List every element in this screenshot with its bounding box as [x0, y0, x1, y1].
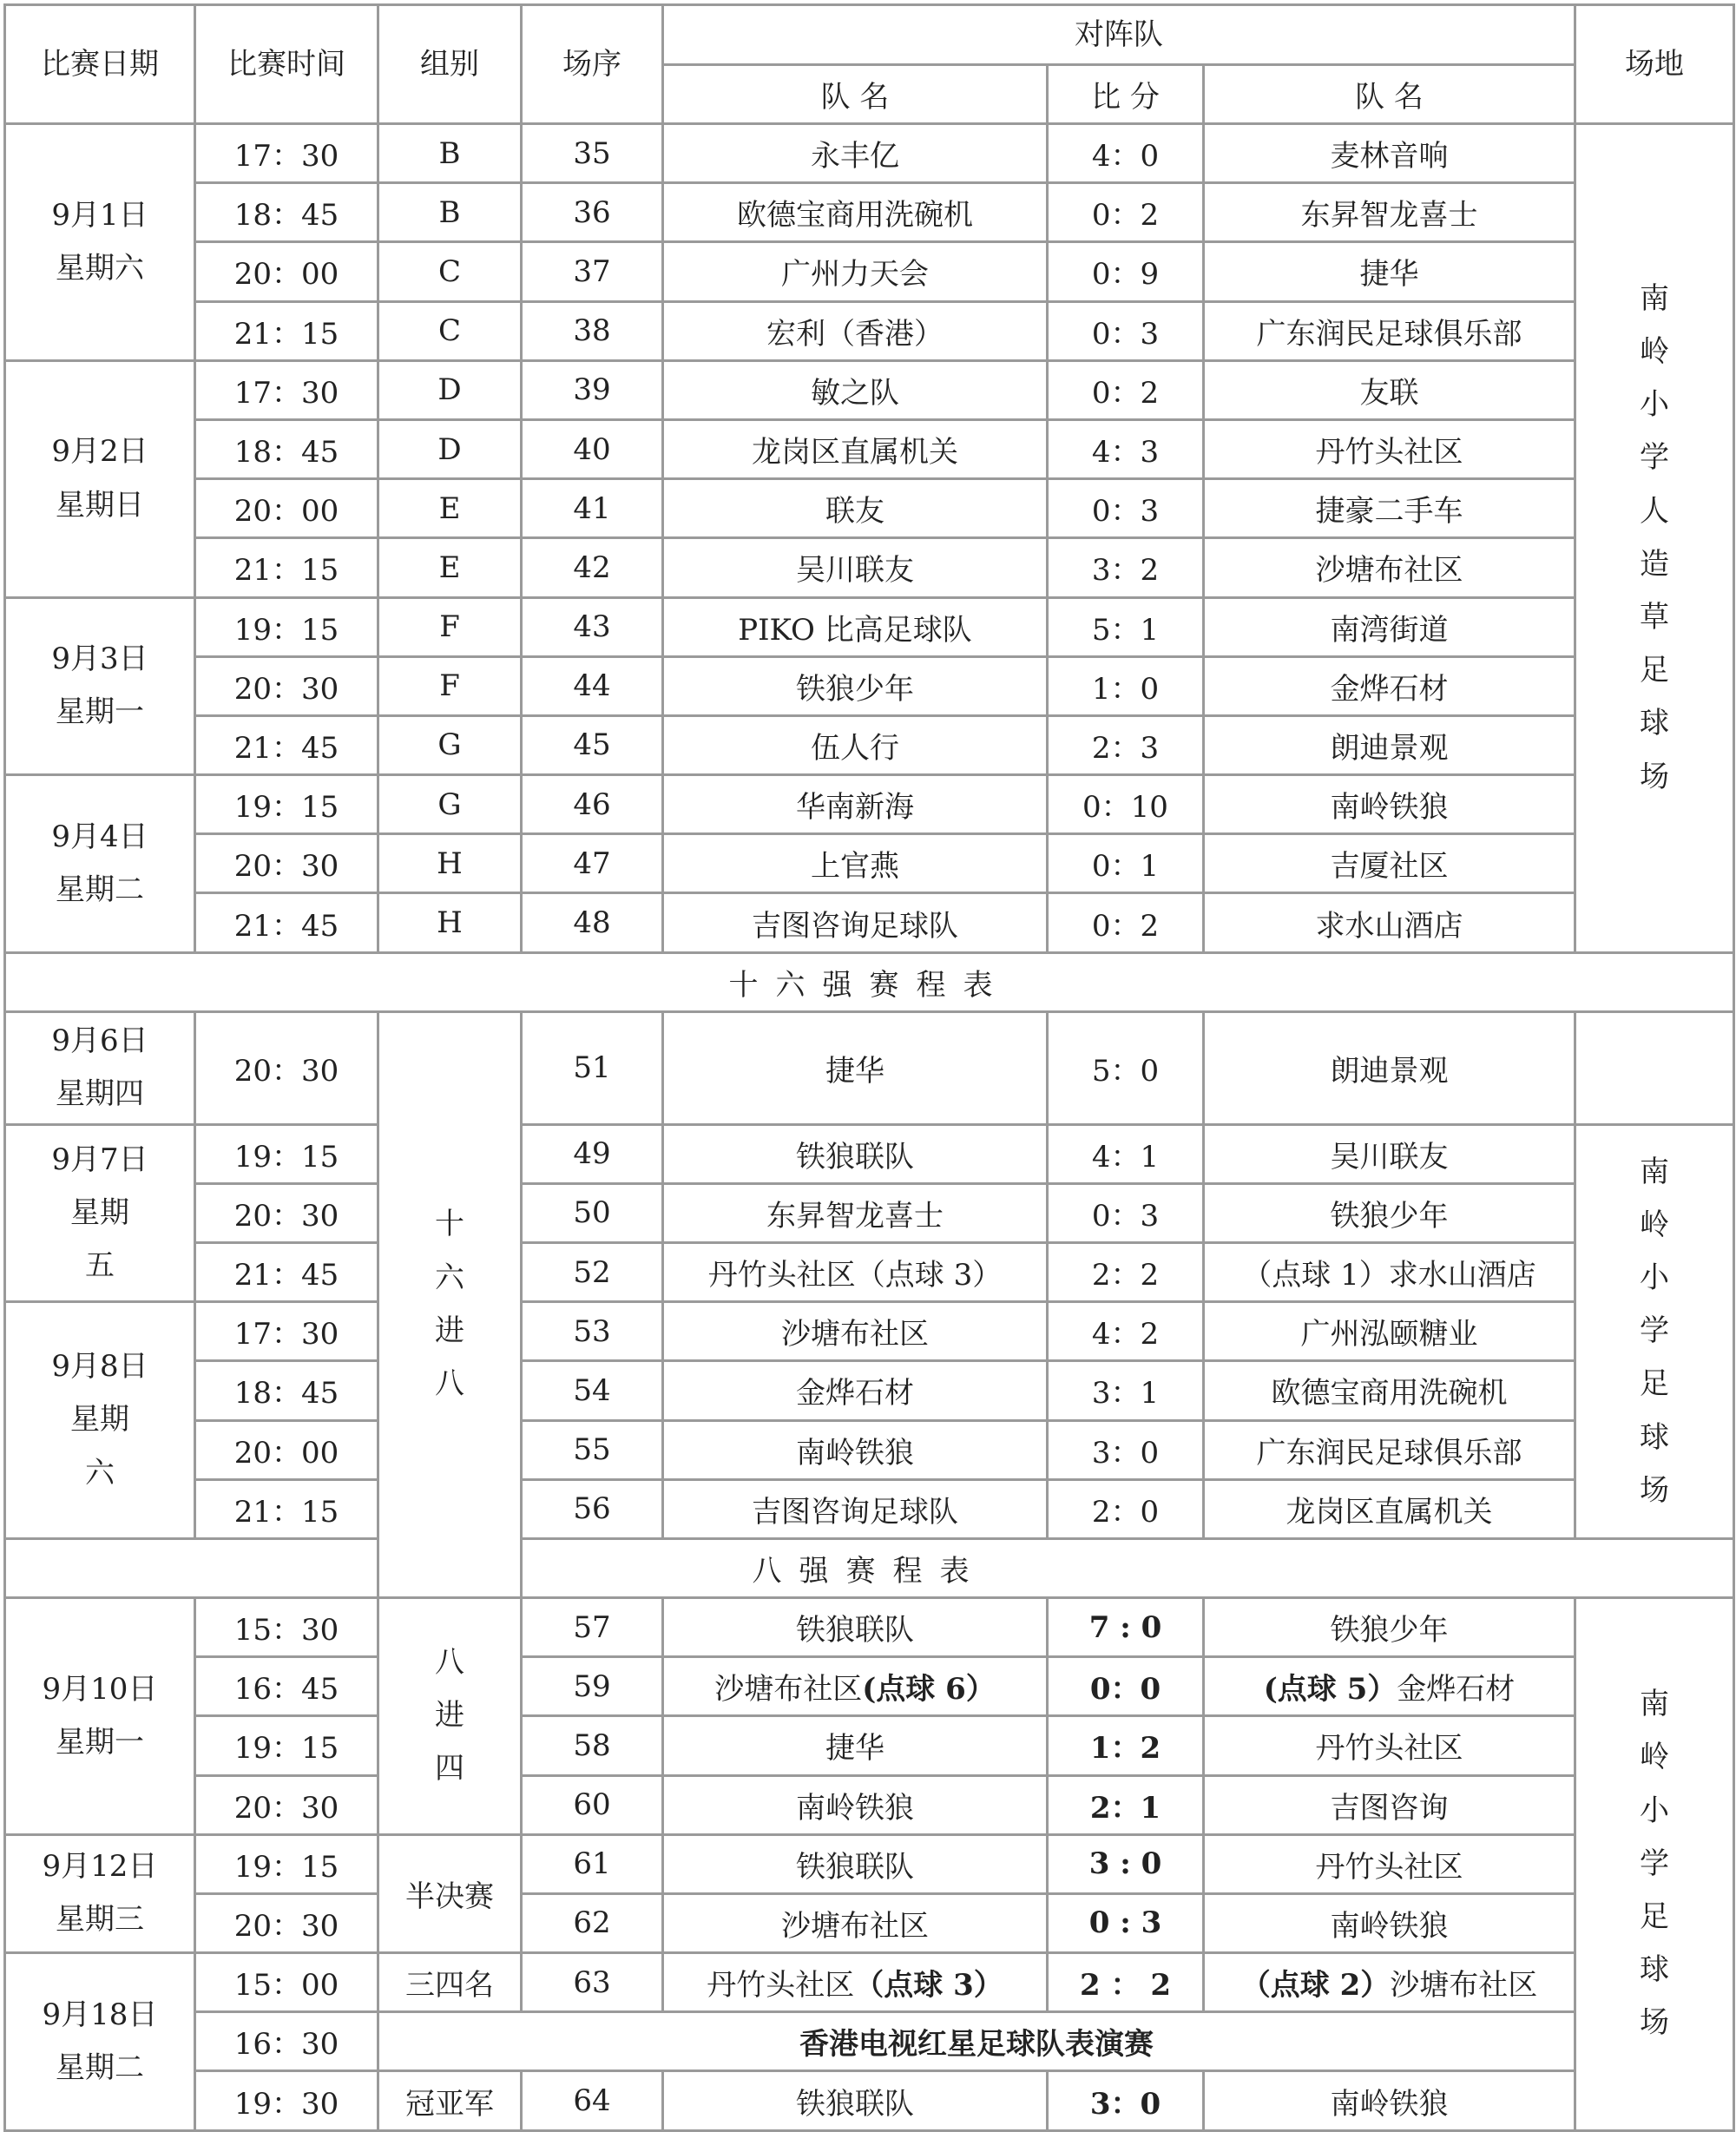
- team-b-name: 金烨石材: [1397, 1672, 1516, 1708]
- section-title: 八强赛程表: [5, 1538, 1734, 1597]
- match-number: 50: [522, 1183, 663, 1242]
- match-number: 39: [522, 360, 663, 419]
- team-a: 欧德宝商用洗碗机: [663, 183, 1048, 242]
- match-group: F: [378, 656, 522, 715]
- score: 0：9: [1048, 242, 1204, 301]
- match-time: 19：15: [195, 1834, 378, 1893]
- match-number: 51: [522, 1011, 663, 1124]
- match-group: G: [378, 775, 522, 834]
- match-number: 63: [522, 1953, 663, 2012]
- team-a: 丹竹头社区（点球 3）: [663, 1243, 1048, 1302]
- match-group: B: [378, 183, 522, 242]
- match-date: [5, 1597, 195, 1834]
- team-a: 铁狼联队: [663, 1834, 1048, 1893]
- stage-label: [378, 1011, 522, 1597]
- match-time: 19：15: [195, 1124, 378, 1183]
- date-text: 9月12日: [42, 1849, 158, 1885]
- weekday-text: 星期三: [56, 1902, 144, 1938]
- score: 0：2: [1048, 183, 1204, 242]
- team-b: 金烨石材: [1204, 656, 1575, 715]
- table-row: [5, 1183, 1734, 1242]
- score: 0：10: [1048, 775, 1204, 834]
- match-group: D: [378, 419, 522, 478]
- match-group: H: [378, 893, 522, 952]
- match-number: 45: [522, 715, 663, 774]
- score: 0：3: [1048, 1183, 1204, 1242]
- score: 7 : 0: [1048, 1597, 1204, 1656]
- weekday-text: 星期一: [56, 694, 144, 730]
- team-b: 南湾街道: [1204, 597, 1575, 656]
- table-row: [5, 1243, 1734, 1302]
- match-number: 43: [522, 597, 663, 656]
- venue-char: 球: [1640, 1952, 1669, 1988]
- match-number: 57: [522, 1597, 663, 1656]
- team-a: 东昇智龙喜士: [663, 1183, 1048, 1242]
- date-line: 五: [85, 1248, 115, 1283]
- weekday-text: 星期二: [56, 872, 144, 907]
- match-time: 20：00: [195, 479, 378, 538]
- score: 3：2: [1048, 538, 1204, 597]
- score: 5：1: [1048, 597, 1204, 656]
- team-b: 丹竹头社区: [1204, 1834, 1575, 1893]
- match-date: [5, 1834, 195, 1952]
- team-a: 联友: [663, 479, 1048, 538]
- match-time: 17：30: [195, 124, 378, 183]
- match-time: 20：30: [195, 1893, 378, 1952]
- team-b: [1204, 1597, 1575, 1656]
- score: 2 ： 2: [1048, 1953, 1204, 2012]
- match-time: 20：30: [195, 1183, 378, 1242]
- team-a: 铁狼联队: [663, 1124, 1048, 1183]
- weekday-text: 星期日: [56, 487, 144, 523]
- venue-char: 岭: [1640, 334, 1669, 370]
- match-number: 37: [522, 242, 663, 301]
- match-time: 21：15: [195, 538, 378, 597]
- venue-char: 足: [1640, 1898, 1669, 1934]
- match-time: 20：30: [195, 834, 378, 893]
- team-a: 敏之队: [663, 360, 1048, 419]
- team-b-name: 沙塘布社区: [1390, 1968, 1538, 2004]
- match-time: 17：30: [195, 1302, 378, 1361]
- venue-empty: [1575, 1011, 1734, 1124]
- date-line: 9月8日: [51, 1349, 148, 1385]
- venue-char: 南: [1640, 1154, 1669, 1189]
- team-a: [663, 1657, 1048, 1716]
- date-text: 9月18日: [42, 1997, 158, 2032]
- stage-label: 冠亚军: [378, 2071, 522, 2130]
- match-time: 16：30: [195, 2012, 378, 2071]
- match-time: 19：15: [195, 775, 378, 834]
- table-row: [5, 5, 1734, 65]
- score: 3 : 0: [1048, 1834, 1204, 1893]
- header-group: 组别: [378, 5, 522, 124]
- exhibition-match: 香港电视红星足球队表演赛: [378, 2012, 1575, 2071]
- venue-char: 场: [1640, 2005, 1669, 2041]
- team-b-name: 铁狼少年: [1330, 1613, 1449, 1648]
- match-number: 59: [522, 1657, 663, 1716]
- table-row: [5, 242, 1734, 301]
- table-row: [5, 1657, 1734, 1716]
- weekday-text: 星期四: [56, 1076, 144, 1112]
- match-time: 21：45: [195, 715, 378, 774]
- table-row: [5, 2071, 1734, 2130]
- match-time: 20：30: [195, 1011, 378, 1124]
- score: 2：3: [1048, 715, 1204, 774]
- penalty-note: (点球 6）: [862, 1672, 996, 1708]
- match-number: 62: [522, 1893, 663, 1952]
- stage-label: 半决赛: [378, 1834, 522, 1952]
- team-a: 华南新海: [663, 775, 1048, 834]
- match-time: 15：00: [195, 1953, 378, 2012]
- match-date: [5, 1302, 195, 1539]
- team-b: 捷豪二手车: [1204, 479, 1575, 538]
- table-row: [5, 2012, 1734, 2071]
- match-group: E: [378, 479, 522, 538]
- date-text: 9月2日: [51, 434, 148, 470]
- match-time: 17：30: [195, 360, 378, 419]
- match-time: 21：45: [195, 1243, 378, 1302]
- match-group: G: [378, 715, 522, 774]
- table-row: [5, 360, 1734, 419]
- match-time: 19：15: [195, 597, 378, 656]
- match-date: [5, 1011, 195, 1124]
- header-matchup: 对阵队: [663, 5, 1575, 65]
- weekday-text: 星期六: [56, 250, 144, 286]
- score: 3：0: [1048, 2071, 1204, 2130]
- match-number: 49: [522, 1124, 663, 1183]
- match-number: 58: [522, 1716, 663, 1775]
- table-row: [5, 1361, 1734, 1420]
- stage-label: 三四名: [378, 1953, 522, 2012]
- header-time: 比赛时间: [195, 5, 378, 124]
- match-number: 48: [522, 893, 663, 952]
- section-title: 十六强赛程表: [5, 952, 1734, 1011]
- team-a: 宏利（香港）: [663, 301, 1048, 360]
- team-a: [663, 1597, 1048, 1656]
- date-text: 9月4日: [51, 819, 148, 854]
- match-time: 20：30: [195, 656, 378, 715]
- match-time: 19：15: [195, 1716, 378, 1775]
- stage-label-char: 四: [435, 1751, 464, 1787]
- match-group: B: [378, 124, 522, 183]
- score: 0：3: [1048, 479, 1204, 538]
- table-row: [5, 1834, 1734, 1893]
- team-b: 南岭铁狼: [1204, 775, 1575, 834]
- match-number: 42: [522, 538, 663, 597]
- team-a: 吉图咨询足球队: [663, 893, 1048, 952]
- team-a: 捷华: [663, 1011, 1048, 1124]
- table-row: [5, 715, 1734, 774]
- match-time: 21：15: [195, 301, 378, 360]
- stage-label-char: 八: [435, 1645, 464, 1681]
- team-a: [663, 1953, 1048, 2012]
- table-row: [5, 419, 1734, 478]
- team-b: 朗迪景观: [1204, 1011, 1575, 1124]
- venue-char: 造: [1640, 546, 1669, 582]
- team-a: 吉图咨询足球队: [663, 1479, 1048, 1538]
- match-number: 36: [522, 183, 663, 242]
- table-row: [5, 1124, 1734, 1183]
- team-b: 南岭铁狼: [1204, 2071, 1575, 2130]
- team-b: 南岭铁狼: [1204, 1893, 1575, 1952]
- team-a-name: 沙塘布社区: [714, 1672, 863, 1708]
- team-b-name: 吉图咨询: [1330, 1790, 1449, 1826]
- team-b-name: 丹竹头社区: [1315, 1731, 1463, 1767]
- date-line: 星期: [70, 1194, 129, 1230]
- score: 2：2: [1048, 1243, 1204, 1302]
- team-b: 欧德宝商用洗碗机: [1204, 1361, 1575, 1420]
- venue: [1575, 124, 1734, 953]
- team-a-name: 铁狼联队: [796, 1613, 914, 1648]
- team-a-name: 捷华: [825, 1731, 884, 1767]
- score: 0：3: [1048, 301, 1204, 360]
- penalty-note: （点球 2）: [1240, 1968, 1391, 2004]
- venue-char: 小: [1640, 1260, 1669, 1295]
- match-group: D: [378, 360, 522, 419]
- penalty-note: （点球 3）: [854, 1968, 1003, 2004]
- venue-char: 南: [1640, 1687, 1669, 1722]
- score: 4：1: [1048, 1124, 1204, 1183]
- table-row: [5, 124, 1734, 183]
- team-a: 沙塘布社区: [663, 1893, 1048, 1952]
- header-team-b: 队 名: [1204, 65, 1575, 124]
- venue-char: 人: [1640, 493, 1669, 529]
- team-b: 吴川联友: [1204, 1124, 1575, 1183]
- match-time: 16：45: [195, 1657, 378, 1716]
- table-row: [5, 1953, 1734, 2012]
- table-row: [5, 1716, 1734, 1775]
- match-number: 56: [522, 1479, 663, 1538]
- match-date: [5, 1124, 195, 1302]
- team-b: 吉厦社区: [1204, 834, 1575, 893]
- team-a: [663, 1716, 1048, 1775]
- venue: [1575, 1597, 1734, 2130]
- venue-char: 足: [1640, 653, 1669, 688]
- team-a: 铁狼联队: [663, 2071, 1048, 2130]
- match-number: 40: [522, 419, 663, 478]
- date-text: 9月1日: [51, 197, 148, 233]
- match-time: 21：45: [195, 893, 378, 952]
- match-number: 38: [522, 301, 663, 360]
- match-number: 35: [522, 124, 663, 183]
- match-time: 18：45: [195, 183, 378, 242]
- team-b: （点球 1）求水山酒店: [1204, 1243, 1575, 1302]
- stage-label-char: 八: [435, 1365, 464, 1401]
- table-row: [5, 1597, 1734, 1656]
- team-b: 丹竹头社区: [1204, 419, 1575, 478]
- match-group: F: [378, 597, 522, 656]
- weekday-text: 星期二: [56, 2050, 144, 2085]
- team-a: 上官燕: [663, 834, 1048, 893]
- table-row: [5, 597, 1734, 656]
- score: 0：2: [1048, 893, 1204, 952]
- table-row: [5, 1420, 1734, 1479]
- match-number: 53: [522, 1302, 663, 1361]
- match-time: 18：45: [195, 419, 378, 478]
- venue-char: 球: [1640, 706, 1669, 741]
- match-group: C: [378, 301, 522, 360]
- match-number: 64: [522, 2071, 663, 2130]
- venue-char: 岭: [1640, 1740, 1669, 1775]
- team-b: 龙岗区直属机关: [1204, 1479, 1575, 1538]
- venue: [1575, 1124, 1734, 1538]
- match-time: 20：00: [195, 242, 378, 301]
- score: 0：0: [1048, 1657, 1204, 1716]
- team-b: 广州泓颐糖业: [1204, 1302, 1575, 1361]
- match-number: 60: [522, 1775, 663, 1834]
- team-b: 沙塘布社区: [1204, 538, 1575, 597]
- table-row: [5, 479, 1734, 538]
- team-b: 广东润民足球俱乐部: [1204, 1420, 1575, 1479]
- match-time: 21：15: [195, 1479, 378, 1538]
- score: 0：2: [1048, 360, 1204, 419]
- venue-char: 学: [1640, 440, 1669, 476]
- match-group: C: [378, 242, 522, 301]
- team-a: 铁狼少年: [663, 656, 1048, 715]
- team-a: 吴川联友: [663, 538, 1048, 597]
- table-row: [5, 775, 1734, 834]
- stage-label-char: 六: [435, 1260, 464, 1295]
- schedule-table: [3, 3, 1735, 2132]
- venue-char: 学: [1640, 1313, 1669, 1349]
- team-a: 金烨石材: [663, 1361, 1048, 1420]
- score: 4：0: [1048, 124, 1204, 183]
- team-b: [1204, 1657, 1575, 1716]
- table-row: [5, 538, 1734, 597]
- match-date: [5, 597, 195, 775]
- team-b: 东昇智龙喜士: [1204, 183, 1575, 242]
- header-match-no: 场序: [522, 5, 663, 124]
- team-b: 捷华: [1204, 242, 1575, 301]
- table-row: [5, 1893, 1734, 1952]
- team-b: 友联: [1204, 360, 1575, 419]
- match-time: 19：30: [195, 2071, 378, 2130]
- team-a: 伍人行: [663, 715, 1048, 774]
- venue-char: 小: [1640, 1793, 1669, 1828]
- score: 1：2: [1048, 1716, 1204, 1775]
- team-b: 铁狼少年: [1204, 1183, 1575, 1242]
- match-date: [5, 1953, 195, 2131]
- table-row: [5, 656, 1734, 715]
- stage-label-char: 进: [435, 1698, 464, 1734]
- date-line: 星期: [70, 1402, 129, 1438]
- stage-label-char: 十: [435, 1207, 464, 1242]
- venue-char: 场: [1640, 759, 1669, 794]
- team-a: 沙塘布社区: [663, 1302, 1048, 1361]
- venue-char: 岭: [1640, 1207, 1669, 1242]
- team-a: PIKO 比高足球队: [663, 597, 1048, 656]
- date-text: 9月10日: [42, 1671, 158, 1707]
- stage-label: [378, 1597, 522, 1834]
- team-b: [1204, 1716, 1575, 1775]
- venue-char: 场: [1640, 1472, 1669, 1508]
- match-date: [5, 124, 195, 361]
- venue-char: 球: [1640, 1419, 1669, 1455]
- team-b: [1204, 1775, 1575, 1834]
- score: 4：3: [1048, 419, 1204, 478]
- team-a: 南岭铁狼: [663, 1420, 1048, 1479]
- match-time: 20：00: [195, 1420, 378, 1479]
- match-number: 44: [522, 656, 663, 715]
- table-row: [5, 301, 1734, 360]
- venue-char: 足: [1640, 1366, 1669, 1402]
- team-b: 广东润民足球俱乐部: [1204, 301, 1575, 360]
- score: 0：1: [1048, 834, 1204, 893]
- table-row: [5, 1011, 1734, 1124]
- score: 3：1: [1048, 1361, 1204, 1420]
- venue-char: 小: [1640, 387, 1669, 423]
- score: 1：0: [1048, 656, 1204, 715]
- team-a-name: 丹竹头社区: [707, 1968, 855, 2004]
- date-text: 9月6日: [51, 1023, 148, 1058]
- table-row: [5, 834, 1734, 893]
- table-row: [5, 1302, 1734, 1361]
- score: 4：2: [1048, 1302, 1204, 1361]
- header-team-a: 队 名: [663, 65, 1048, 124]
- date-text: 9月3日: [51, 642, 148, 677]
- match-date: [5, 360, 195, 597]
- table-row: [5, 183, 1734, 242]
- header-date: 比赛日期: [5, 5, 195, 124]
- venue-char: 草: [1640, 600, 1669, 635]
- score: 2：0: [1048, 1479, 1204, 1538]
- header-score: 比 分: [1048, 65, 1204, 124]
- team-a-name: 南岭铁狼: [796, 1790, 914, 1826]
- match-group: E: [378, 538, 522, 597]
- header-venue: 场地: [1575, 5, 1734, 124]
- match-group: H: [378, 834, 522, 893]
- team-b: 求水山酒店: [1204, 893, 1575, 952]
- match-number: 41: [522, 479, 663, 538]
- score: 2：1: [1048, 1775, 1204, 1834]
- match-number: 55: [522, 1420, 663, 1479]
- team-b: 朗迪景观: [1204, 715, 1575, 774]
- match-time: 18：45: [195, 1361, 378, 1420]
- team-b: 麦林音响: [1204, 124, 1575, 183]
- venue-char: 南: [1640, 280, 1669, 316]
- table-row: [5, 1538, 1734, 1597]
- team-a: [663, 1775, 1048, 1834]
- match-number: 61: [522, 1834, 663, 1893]
- venue-char: 学: [1640, 1846, 1669, 1881]
- match-number: 46: [522, 775, 663, 834]
- match-time: 15：30: [195, 1597, 378, 1656]
- team-a: 永丰亿: [663, 124, 1048, 183]
- table-row: [5, 893, 1734, 952]
- match-number: 52: [522, 1243, 663, 1302]
- stage-label-char: 进: [435, 1313, 464, 1348]
- team-a: 广州力天会: [663, 242, 1048, 301]
- match-time: 20：30: [195, 1775, 378, 1834]
- team-a: 龙岗区直属机关: [663, 419, 1048, 478]
- table-row: [5, 952, 1734, 1011]
- weekday-text: 星期一: [56, 1724, 144, 1760]
- team-b: [1204, 1953, 1575, 2012]
- match-date: [5, 775, 195, 953]
- match-number: 47: [522, 834, 663, 893]
- date-line: 六: [85, 1455, 115, 1490]
- score: 0 : 3: [1048, 1893, 1204, 1952]
- table-row: [5, 1479, 1734, 1538]
- match-number: 54: [522, 1361, 663, 1420]
- table-row: [5, 1775, 1734, 1834]
- penalty-note: (点球 5）: [1263, 1672, 1397, 1708]
- score: 3：0: [1048, 1420, 1204, 1479]
- score: 5：0: [1048, 1011, 1204, 1124]
- date-line: 9月7日: [51, 1142, 148, 1177]
